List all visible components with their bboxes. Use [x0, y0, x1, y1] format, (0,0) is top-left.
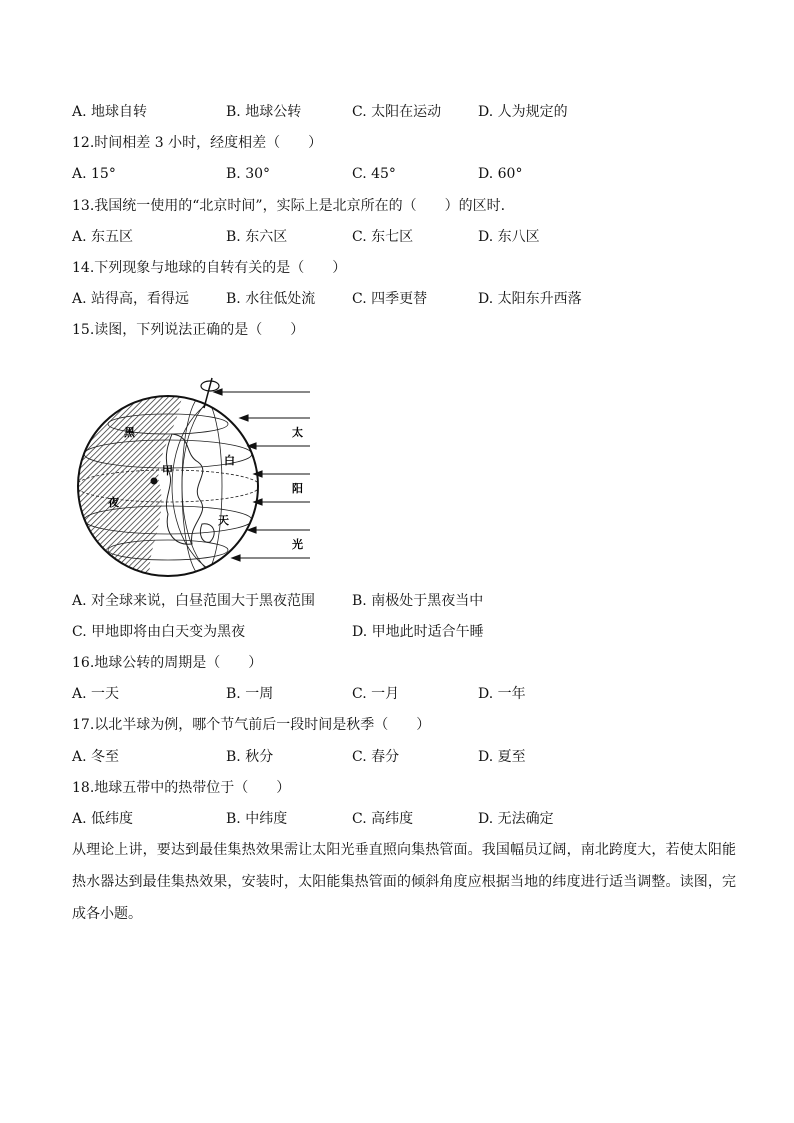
q16-stem: 16.地球公转的周期是（ ） — [72, 655, 263, 671]
globe-figure — [72, 374, 320, 586]
label-black: 黑 — [124, 426, 135, 439]
q15-option-d: D. 甲地此时适合午睡 — [352, 624, 484, 640]
q15-option-b: B. 南极处于黑夜当中 — [352, 593, 484, 609]
q12-option-d: D. 60° — [478, 166, 523, 182]
q14-stem: 14.下列现象与地球的自转有关的是（ ） — [72, 260, 347, 276]
label-sun-3: 光 — [292, 538, 303, 551]
q12-option-b: B. 30° — [226, 166, 271, 182]
q14-option-d: D. 太阳东升西落 — [478, 291, 582, 307]
q18-option-b: B. 中纬度 — [226, 811, 288, 827]
q15-stem: 15.读图，下列说法正确的是（ ） — [72, 322, 305, 338]
label-point-jia: 甲 — [162, 464, 173, 477]
q18-option-d: D. 无法确定 — [478, 811, 554, 827]
q13-option-c: C. 东七区 — [352, 229, 414, 245]
q18-option-c: C. 高纬度 — [352, 811, 414, 827]
q11-option-d: D. 人为规定的 — [478, 104, 568, 120]
q12-option-c: C. 45° — [352, 166, 396, 182]
q17-option-c: C. 春分 — [352, 749, 400, 765]
q17-option-d: D. 夏至 — [478, 749, 526, 765]
q14-option-a: A. 站得高，看得远 — [72, 291, 190, 307]
q11-option-a: A. 地球自转 — [72, 104, 148, 120]
q18-option-a: A. 低纬度 — [72, 811, 134, 827]
q13-option-a: A. 东五区 — [72, 229, 134, 245]
q17-option-a: A. 冬至 — [72, 749, 120, 765]
q13-stem: 13.我国统一使用的“北京时间”，实际上是北京所在的（ ）的区时. — [72, 198, 506, 214]
label-sun-2: 阳 — [292, 482, 303, 495]
q12-option-a: A. 15° — [72, 166, 116, 182]
q17-stem: 17.以北半球为例，哪个节气前后一段时间是秋季（ ） — [72, 717, 431, 733]
q15-option-c: C. 甲地即将由白天变为黑夜 — [72, 624, 246, 640]
q13-option-d: D. 东八区 — [478, 229, 540, 245]
q16-option-c: C. 一月 — [352, 686, 400, 702]
reading-passage: 从理论上讲，要达到最佳集热效果需让太阳光垂直照向集热管面。我国幅员辽阔，南北跨度大，若使太阳能热水器达到最佳集热效果，安装时，太阳能集热管面的倾斜角度应根据当地的纬度进行适当调整。读图，完成各小题。 — [72, 842, 736, 922]
label-night: 夜 — [108, 496, 119, 509]
q16-option-a: A. 一天 — [72, 686, 120, 702]
q12-stem: 12.时间相差 3 小时，经度相差（ ） — [72, 135, 323, 151]
q14-option-b: B. 水往低处流 — [226, 291, 316, 307]
q16-option-b: B. 一周 — [226, 686, 274, 702]
label-white: 白 — [224, 454, 235, 467]
q14-option-c: C. 四季更替 — [352, 291, 428, 307]
q16-option-d: D. 一年 — [478, 686, 526, 702]
label-day: 天 — [218, 514, 229, 527]
q18-stem: 18.地球五带中的热带位于（ ） — [72, 780, 291, 796]
q13-option-b: B. 东六区 — [226, 229, 288, 245]
q11-option-b: B. 地球公转 — [226, 104, 302, 120]
q11-option-c: C. 太阳在运动 — [352, 104, 442, 120]
q17-option-b: B. 秋分 — [226, 749, 274, 765]
q15-option-a: A. 对全球来说，白昼范围大于黑夜范围 — [72, 593, 316, 609]
label-sun-1: 太 — [292, 426, 303, 439]
